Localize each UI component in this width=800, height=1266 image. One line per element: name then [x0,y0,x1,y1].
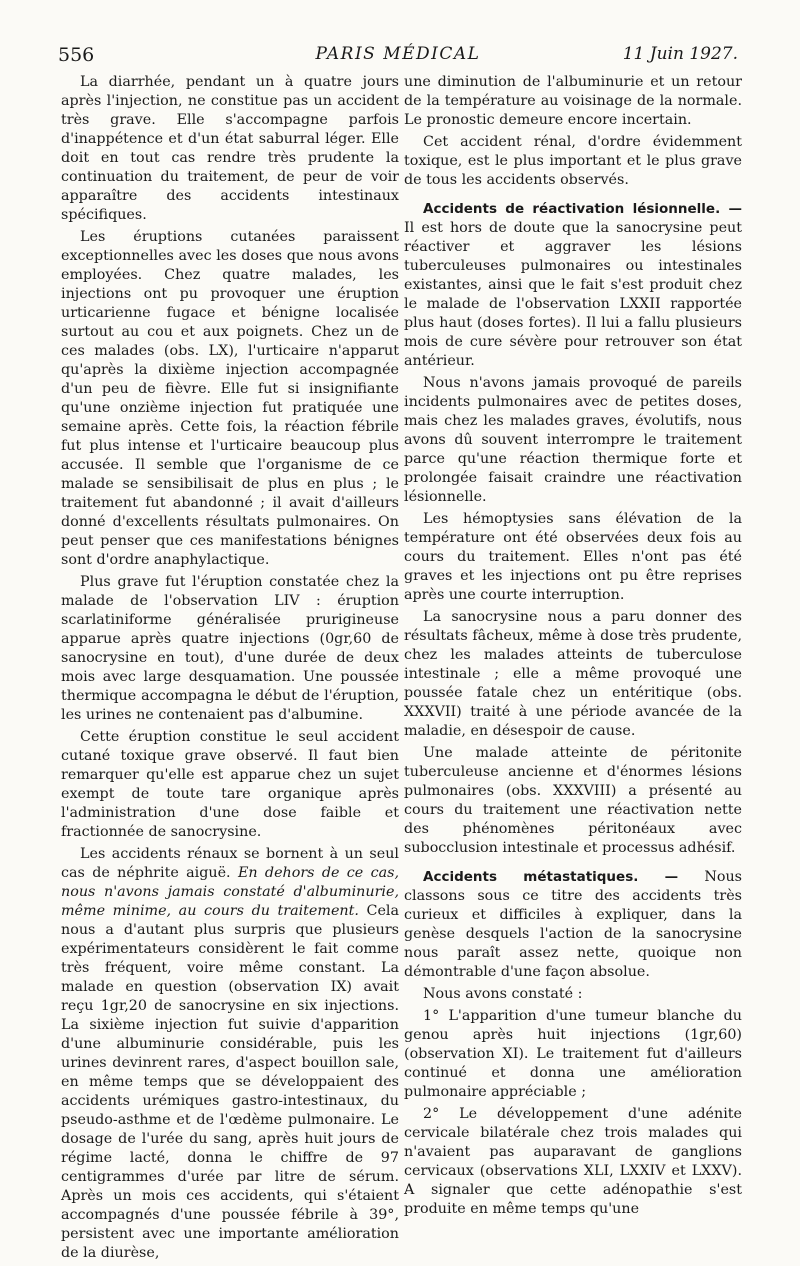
journal-title: PARIS MÉDICAL [315,44,481,64]
paragraph-intestinal-tb: La sanocrysine nous a paru donner des résultats fâcheux, même à dose très prudente, chez les malades atteints de tuberculose intestinale ; elle a même provoqué une poussée fatale chez un entéritique (obs. XXXVII) traité à une période avancée de la maladie, en désespoir de cause. [404,609,742,739]
renal-intro: Les accidents rénaux se bornent à un seul cas de néphrite aiguë. [61,846,399,881]
paragraph-reactivation: Accidents de réactivation lésionnelle. — Il est hors de doute que la sanocrysine peut réactiver et aggraver les lésions tuberculeuses pulmonaires ou intestinales existantes, ainsi que le fait s'est produit chez le malade de l'observation LXXII rapportée plus haut (doses fortes). Il lui a fallu plusieurs mois de cure sévère pour retrouver son état antérieur. [404,201,742,369]
right-column [404,73,742,1222]
paragraph-diarrhea: La diarrhée, pendant un à quatre jours après l'injection, ne constitue pas un accident très grave. Elle s'accompagne parfois d'inappétence et d'un état saburral léger. Elle doit en tout cas rendre très prudente la continuation du traitement, de peur de voir apparaître des accidents intestinaux spécifiques. [61,74,399,223]
page-number: 556 [58,44,95,66]
paragraph-toxic-eruption: Cette éruption constitue le seul accident cutané toxique grave observé. Il faut bien remarquer qu'elle est apparue chez un sujet exempt de toute tare organique après l'administration d'une dose faible et fractionnée de sanocrysine. [61,729,399,840]
running-header [58,44,738,70]
paragraph-peritonitis: Une malade atteinte de péritonite tuberculeuse ancienne et d'énormes lésions pulmonaires (obs. XXXVIII) a présenté au cours du traitement une réactivation nette des phénomènes péritonéaux avec subocclusion intestinale et processus adhésif. [404,745,742,856]
renal-case-detail: Cela nous a d'autant plus surpris que plusieurs expérimentateurs considèrent le fait comme très fréquent, voire même constant. La malade en question (observation IX) avait reçu 1gr,20 de sanocrysine en six injections. La sixième injection fut suivie d'apparition d'une albuminurie considérable, puis les urines devinrent rares, d'aspect bouillon sale, en même temps que se développaient des accidents urémiques gastro-intestinaux, du pseudo-asthme et de l'œdème pulmonaire. Le dosage de l'urée du sang, après huit jours de régime lacté, donna le chiffre de 97 centigrammes d'urée par litre de sérum. Après un mois ces accidents, qui s'étaient accompagnés d'une poussée fébrile à 39°, persistent avec une importante amélioration de la diurèse, [61,903,400,1261]
issue-date: 11 Juin 1927. [622,44,738,64]
paragraph-item-1: 1° L'apparition d'une tumeur blanche du genou après huit injections (1gr,60) (observation XI). Le traitement fut d'ailleurs continué et donna une amélioration pulmonaire appréciable ; [404,1008,742,1100]
paragraph-hemoptysis: Les hémoptysies sans élévation de la température ont été observées deux fois au cours du traitement. Elles n'ont pas été graves et les injections ont pu être reprises après une courte interruption. [404,511,742,603]
heading-reactivation: Accidents de réactivation lésionnelle. — [423,201,742,217]
paragraph-observed: Nous avons constaté : [423,986,583,1002]
paragraph-continuation: une diminution de l'albuminurie et un retour de la température au voisinage de la normale. Le pronostic demeure encore incertain. [404,74,742,128]
paragraph-renal-conclusion: Cet accident rénal, d'ordre évidemment toxique, est le plus important et le plus grave de tous les accidents observés. [404,134,742,188]
paragraph-renal-accidents [61,845,399,1263]
left-column [61,73,399,1266]
paragraph-pulmonary-incidents: Nous n'avons jamais provoqué de pareils incidents pulmonaires avec de petites doses, mais chez les malades graves, évolutifs, nous avons dû souvent interrompre le traitement parce qu'une réaction thermique forte et prolongée faisait craindre une réactivation lésionnelle. [404,375,742,505]
paragraph-observation-liv: Plus grave fut l'éruption constatée chez la malade de l'observation LIV : éruption scarlatiniforme généralisée prurigineuse apparue après quatre injections (0gr,60 de sanocrysine en tout), d'une durée de deux mois avec large desquamation. Une poussée thermique accompagna le début de l'éruption, les urines ne contenaient pas d'albumine. [61,574,399,723]
paragraph-item-2: 2° Le développement d'une adénite cervicale bilatérale chez trois malades qui n'avaient pas auparavant de ganglions cervicaux (observations XLI, LXXIV et LXXV). A signaler que cette adénopathie s'est produite en même temps qu'une [404,1106,742,1217]
paragraph-skin-eruptions: Les éruptions cutanées paraissent exceptionnelles avec les doses que nous avons employées. Chez quatre malades, les injections ont pu provoquer une éruption urticarienne fugace et bénigne localisée surtout au cou et aux poignets. Chez un de ces malades (obs. LX), l'urticaire n'apparut qu'après la dixième injection accompagnée d'un peu de fièvre. Elle fut si insignifiante qu'une onzième injection fut pratiquée une semaine après. Cette fois, la réaction fébrile fut plus intense et l'urticaire beaucoup plus accusée. Il semble que l'organisme de ce malade se sensibilisait de plus en plus ; le traitement fut abandonné ; il avait d'ailleurs donné d'excellents résultats pulmonaires. On peut penser que ces manifestations bénignes sont d'ordre anaphylactique. [61,229,399,568]
paragraph-metastatic: Accidents métastatiques. — Nous classons sous ce titre des accidents très curieux et difficiles à expliquer, dans la genèse desquels l'action de la sanocrysine nous paraît assez nette, quoique non démontrable d'une façon absolue. [404,869,742,980]
heading-metastatic: Accidents métastatiques. — [423,869,679,885]
renal-italic-statement: En dehors de ce cas, nous n'avons jamais constaté d'albuminurie, même minime, au cours du traitement. [61,865,400,919]
